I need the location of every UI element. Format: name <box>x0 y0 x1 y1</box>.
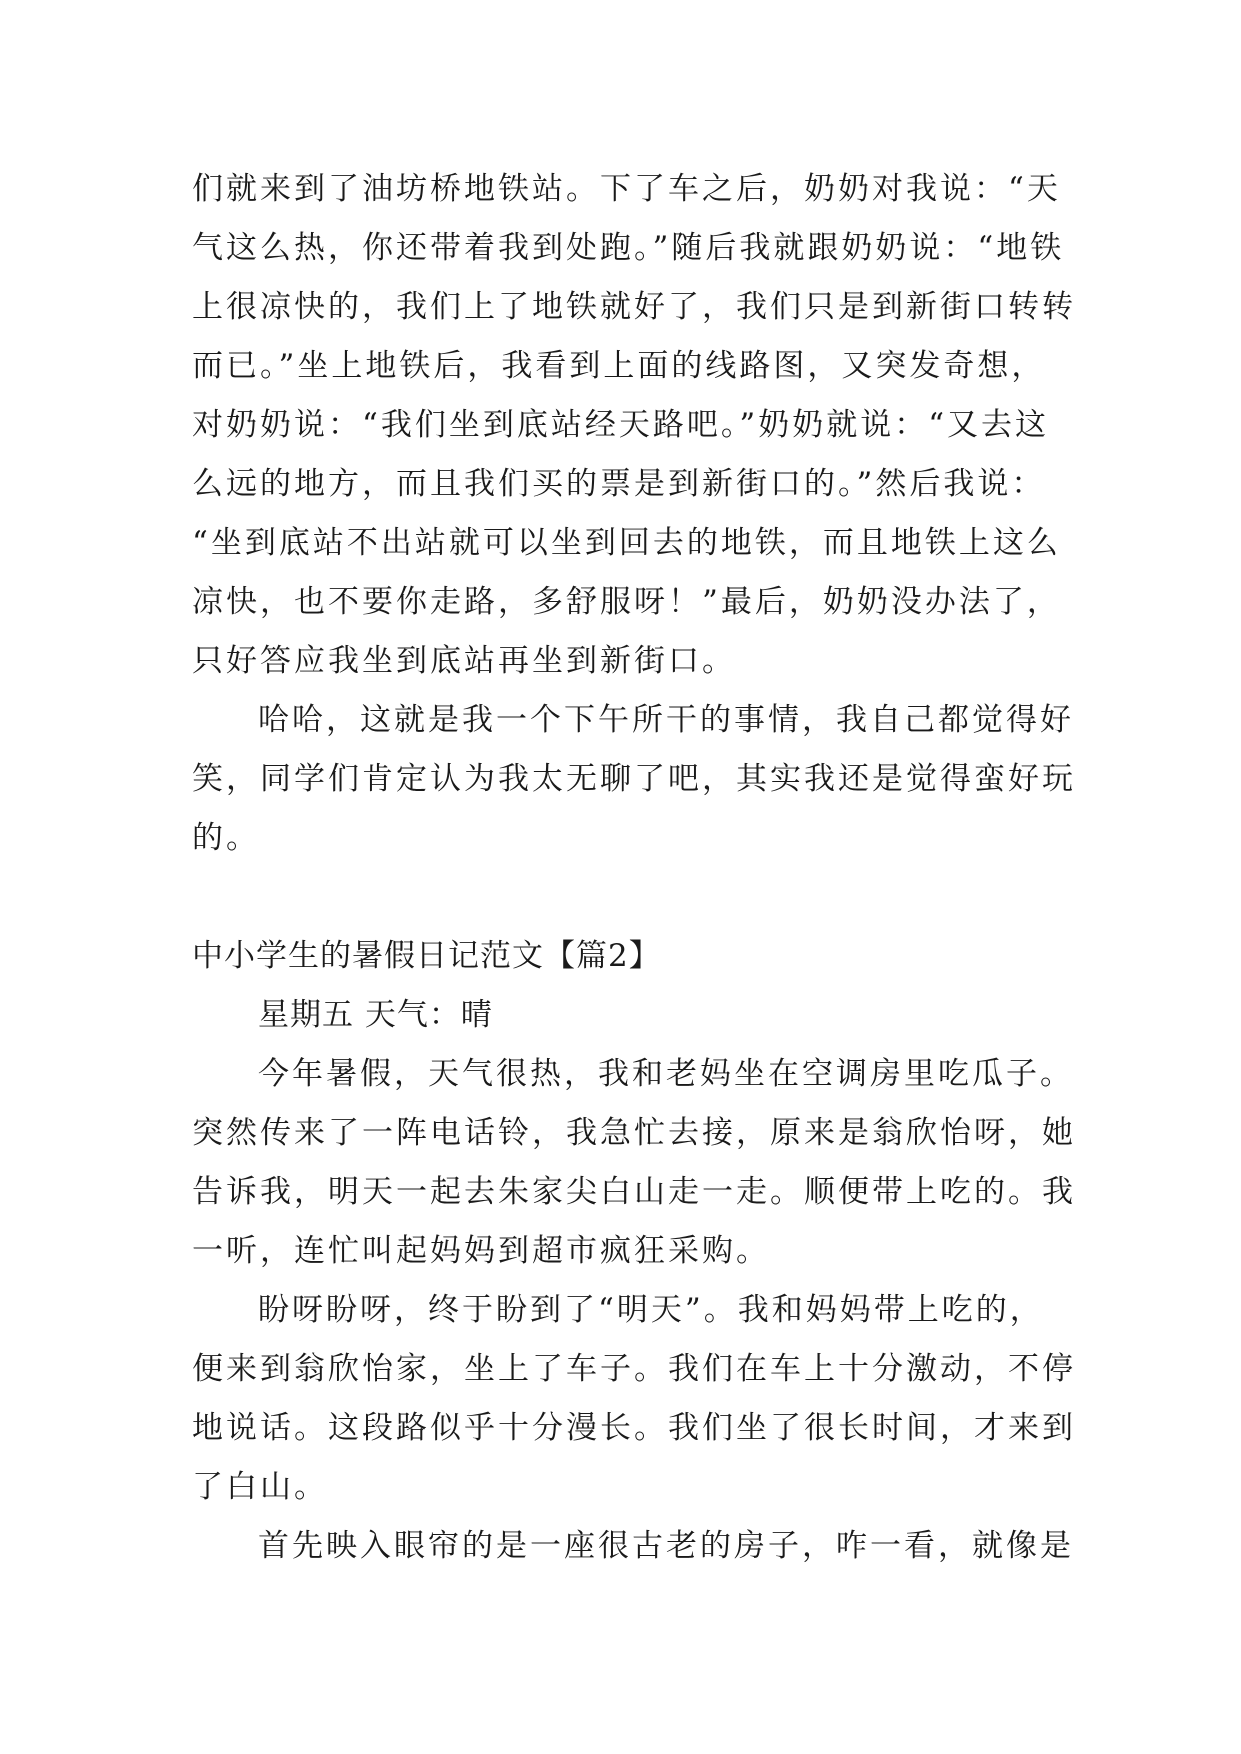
text-line: 今年暑假，天气很热，我和老妈坐在空调房里吃瓜子。 <box>258 1056 1074 1092</box>
text-line: 的。 <box>192 820 260 856</box>
text-line: 首先映入眼帘的是一座很古老的房子，咋一看，就像是 <box>258 1528 1074 1564</box>
text-line: 气这么热，你还带着我到处跑。”随后我就跟奶奶说：“地铁 <box>192 230 1065 266</box>
section-2-paragraph-1 <box>192 1045 1076 1281</box>
text-line: 只好答应我坐到底站再坐到新街口。 <box>192 643 736 679</box>
text-line: 突然传来了一阵电话铃，我急忙去接，原来是翁欣怡呀，她 <box>192 1115 1076 1151</box>
text-line: 对奶奶说：“我们坐到底站经天路吧。”奶奶就说：“又去这 <box>192 407 1050 443</box>
section-heading: 中小学生的暑假日记范文【篇2】 <box>192 938 661 974</box>
section-2-paragraph-3 <box>192 1517 1072 1576</box>
text-line: 地说话。这段路似乎十分漫长。我们坐了很长时间，才来到 <box>192 1410 1076 1446</box>
text-line: 一听，连忙叫起妈妈到超市疯狂采购。 <box>192 1233 770 1269</box>
section-1-body <box>192 160 1076 691</box>
section-spacer <box>192 868 1072 927</box>
text-line: 笑，同学们肯定认为我太无聊了吧，其实我还是觉得蛮好玩 <box>192 761 1076 797</box>
section-2-paragraph-2 <box>192 1281 1076 1517</box>
text-line: 盼呀盼呀，终于盼到了“明天”。我和妈妈带上吃的， <box>258 1292 1044 1328</box>
text-line: 哈哈，这就是我一个下午所干的事情，我自己都觉得好 <box>258 702 1074 738</box>
text-line: 们就来到了油坊桥地铁站。下了车之后，奶奶对我说：“天 <box>192 171 1061 207</box>
text-line: 便来到翁欣怡家，坐上了车子。我们在车上十分激动，不停 <box>192 1351 1076 1387</box>
text-line: 而已。”坐上地铁后，我看到上面的线路图，又突发奇想， <box>192 348 1046 384</box>
text-line: 上很凉快的，我们上了地铁就好了，我们只是到新街口转转 <box>192 289 1076 325</box>
text-line: 告诉我，明天一起去朱家尖白山走一走。顺便带上吃的。我 <box>192 1174 1076 1210</box>
section-1-closing-paragraph <box>192 691 1076 868</box>
document-page <box>192 160 1076 1576</box>
text-line: “坐到底站不出站就可以坐到回去的地铁，而且地铁上这么 <box>192 525 1061 561</box>
text-line: 么远的地方，而且我们买的票是到新街口的。”然后我说： <box>192 466 1046 502</box>
text-line: 凉快，也不要你走路，多舒服呀！”最后，奶奶没办法了， <box>192 584 1061 620</box>
date-weather-line: 星期五 天气：晴 <box>258 997 493 1033</box>
text-line: 了白山。 <box>192 1469 328 1505</box>
